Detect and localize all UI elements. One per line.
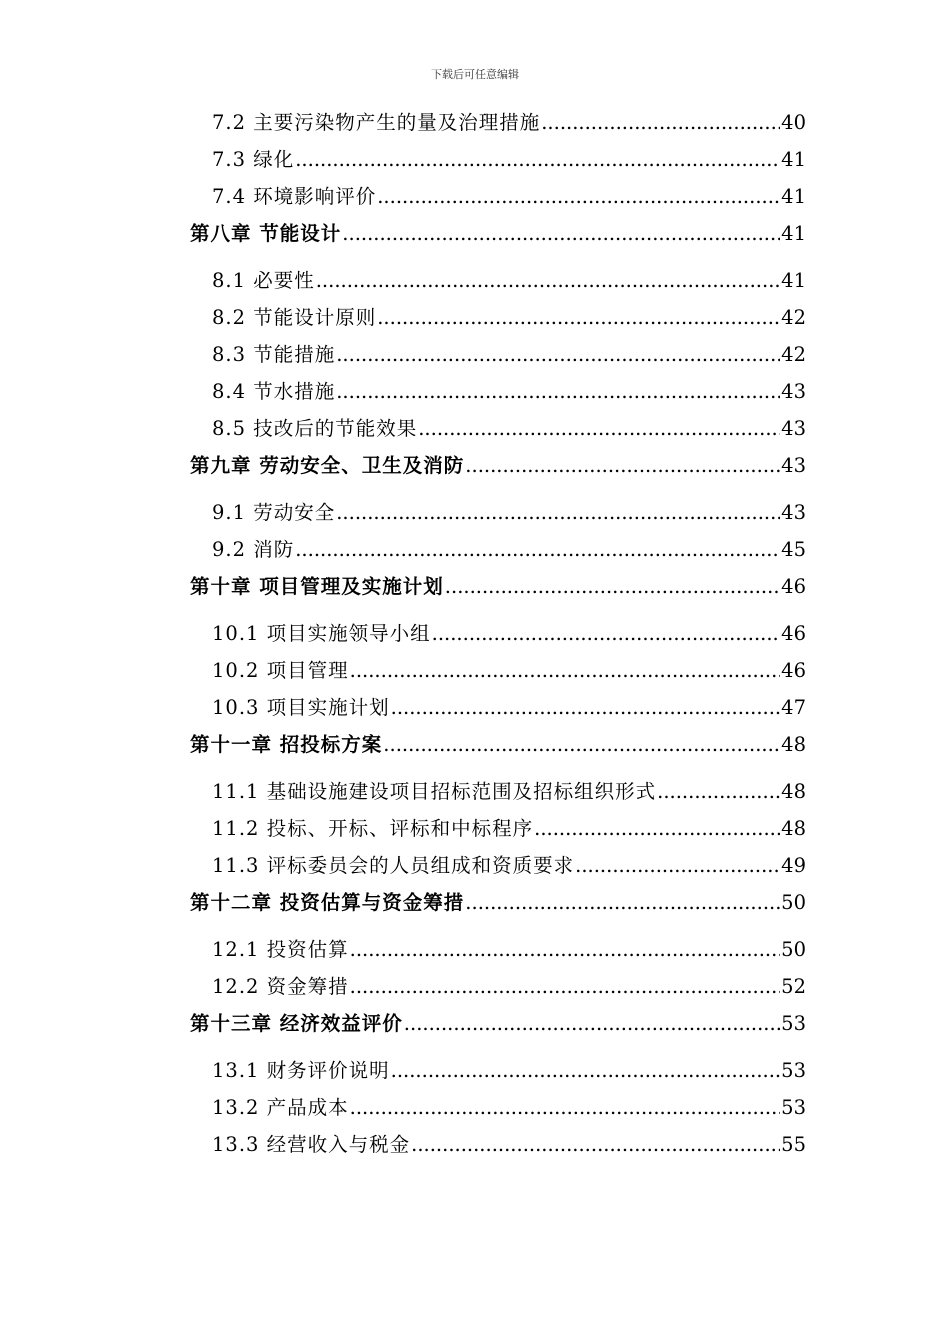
toc-chapter-entry[interactable] <box>190 732 806 758</box>
toc-section-entry[interactable] <box>190 853 806 879</box>
toc-entry-page-number: 48 <box>781 733 806 756</box>
toc-dot-leader <box>350 1095 781 1121</box>
toc-section-entry[interactable] <box>190 816 806 842</box>
toc-entry-title: 9.2 消防 <box>212 538 295 561</box>
toc-section-entry[interactable] <box>190 379 806 405</box>
toc-entry-title: 12.2 资金筹措 <box>212 975 349 998</box>
toc-entry-page-number: 49 <box>781 854 806 877</box>
toc-entry-page-number: 45 <box>781 538 806 561</box>
toc-entry-page-number: 53 <box>781 1012 806 1035</box>
toc-section-entry[interactable] <box>190 695 806 721</box>
toc-entry-page-number: 41 <box>781 269 806 292</box>
toc-section-entry[interactable] <box>190 658 806 684</box>
toc-entry-title: 第九章 劳动安全、卫生及消防 <box>190 454 465 477</box>
toc-dot-leader <box>575 853 780 879</box>
toc-dot-leader <box>336 379 780 405</box>
toc-entry-page-number: 41 <box>781 148 806 171</box>
toc-section-entry[interactable] <box>190 621 806 647</box>
toc-entry-page-number: 42 <box>781 343 806 366</box>
toc-entry-title: 8.1 必要性 <box>212 269 315 292</box>
toc-entry-page-number: 48 <box>781 817 806 840</box>
toc-entry-page-number: 43 <box>781 417 806 440</box>
toc-chapter-entry[interactable] <box>190 1011 806 1037</box>
toc-entry-page-number: 46 <box>781 622 806 645</box>
toc-entry-page-number: 53 <box>781 1059 806 1082</box>
toc-entry-page-number: 43 <box>781 454 806 477</box>
toc-section-entry[interactable] <box>190 110 806 136</box>
table-of-contents <box>190 110 806 1169</box>
toc-entry-page-number: 50 <box>781 891 806 914</box>
toc-entry-page-number: 46 <box>781 575 806 598</box>
toc-section-entry[interactable] <box>190 974 806 1000</box>
toc-entry-title: 8.5 技改后的节能效果 <box>212 417 418 440</box>
toc-entry-page-number: 48 <box>781 780 806 803</box>
toc-entry-title: 第十二章 投资估算与资金筹措 <box>190 891 465 914</box>
toc-section-entry[interactable] <box>190 1132 806 1158</box>
toc-dot-leader <box>350 937 781 963</box>
toc-entry-title: 第十章 项目管理及实施计划 <box>190 575 444 598</box>
toc-entry-page-number: 55 <box>781 1133 806 1156</box>
toc-dot-leader <box>445 574 780 600</box>
toc-section-entry[interactable] <box>190 305 806 331</box>
toc-section-entry[interactable] <box>190 1095 806 1121</box>
toc-entry-title: 第十三章 经济效益评价 <box>190 1012 403 1035</box>
toc-entry-title: 10.2 项目管理 <box>212 659 349 682</box>
toc-dot-leader <box>432 621 781 647</box>
page-header: 下载后可任意编辑 <box>431 68 519 81</box>
toc-dot-leader <box>404 1011 780 1037</box>
toc-section-entry[interactable] <box>190 937 806 963</box>
toc-dot-leader <box>377 184 780 210</box>
toc-entry-title: 7.2 主要污染物产生的量及治理措施 <box>212 111 541 134</box>
toc-dot-leader <box>465 453 780 479</box>
toc-dot-leader <box>350 974 781 1000</box>
toc-dot-leader <box>336 342 780 368</box>
toc-entry-title: 11.1 基础设施建设项目招标范围及招标组织形式 <box>212 780 657 803</box>
toc-entry-title: 10.1 项目实施领导小组 <box>212 622 431 645</box>
toc-dot-leader <box>465 890 780 916</box>
toc-entry-page-number: 50 <box>781 938 806 961</box>
toc-entry-title: 11.3 评标委员会的人员组成和资质要求 <box>212 854 575 877</box>
toc-section-entry[interactable] <box>190 184 806 210</box>
toc-dot-leader <box>418 416 780 442</box>
toc-entry-title: 7.3 绿化 <box>212 148 295 171</box>
toc-dot-leader <box>383 732 780 758</box>
toc-section-entry[interactable] <box>190 779 806 805</box>
toc-section-entry[interactable] <box>190 147 806 173</box>
toc-entry-page-number: 40 <box>781 111 806 134</box>
toc-dot-leader <box>316 268 780 294</box>
toc-dot-leader <box>411 1132 780 1158</box>
toc-entry-page-number: 43 <box>781 501 806 524</box>
toc-section-entry[interactable] <box>190 1058 806 1084</box>
toc-entry-title: 第八章 节能设计 <box>190 222 342 245</box>
toc-dot-leader <box>391 1058 781 1084</box>
toc-dot-leader <box>342 221 780 247</box>
toc-entry-page-number: 47 <box>781 696 806 719</box>
toc-entry-title: 7.4 环境影响评价 <box>212 185 377 208</box>
toc-chapter-entry[interactable] <box>190 221 806 247</box>
toc-entry-page-number: 52 <box>781 975 806 998</box>
toc-entry-title: 13.2 产品成本 <box>212 1096 349 1119</box>
toc-dot-leader <box>295 147 780 173</box>
toc-chapter-entry[interactable] <box>190 890 806 916</box>
toc-entry-page-number: 43 <box>781 380 806 403</box>
toc-section-entry[interactable] <box>190 268 806 294</box>
toc-entry-page-number: 41 <box>781 185 806 208</box>
toc-dot-leader <box>534 816 780 842</box>
toc-dot-leader <box>391 695 781 721</box>
toc-entry-title: 12.1 投资估算 <box>212 938 349 961</box>
toc-dot-leader <box>377 305 780 331</box>
toc-chapter-entry[interactable] <box>190 574 806 600</box>
toc-section-entry[interactable] <box>190 537 806 563</box>
toc-entry-title: 8.4 节水措施 <box>212 380 336 403</box>
toc-entry-title: 11.2 投标、开标、评标和中标程序 <box>212 817 534 840</box>
toc-dot-leader <box>350 658 781 684</box>
toc-chapter-entry[interactable] <box>190 453 806 479</box>
toc-dot-leader <box>336 500 780 526</box>
toc-dot-leader <box>657 779 780 805</box>
toc-section-entry[interactable] <box>190 342 806 368</box>
toc-entry-page-number: 53 <box>781 1096 806 1119</box>
toc-entry-page-number: 42 <box>781 306 806 329</box>
toc-entry-title: 13.1 财务评价说明 <box>212 1059 390 1082</box>
toc-entry-title: 10.3 项目实施计划 <box>212 696 390 719</box>
toc-entry-title: 第十一章 招投标方案 <box>190 733 383 756</box>
toc-dot-leader <box>295 537 780 563</box>
toc-section-entry[interactable] <box>190 500 806 526</box>
toc-entry-page-number: 41 <box>781 222 806 245</box>
toc-section-entry[interactable] <box>190 416 806 442</box>
toc-entry-title: 8.3 节能措施 <box>212 343 336 366</box>
toc-entry-title: 9.1 劳动安全 <box>212 501 336 524</box>
toc-entry-title: 13.3 经营收入与税金 <box>212 1133 411 1156</box>
toc-entry-title: 8.2 节能设计原则 <box>212 306 377 329</box>
toc-entry-page-number: 46 <box>781 659 806 682</box>
toc-dot-leader <box>541 110 780 136</box>
